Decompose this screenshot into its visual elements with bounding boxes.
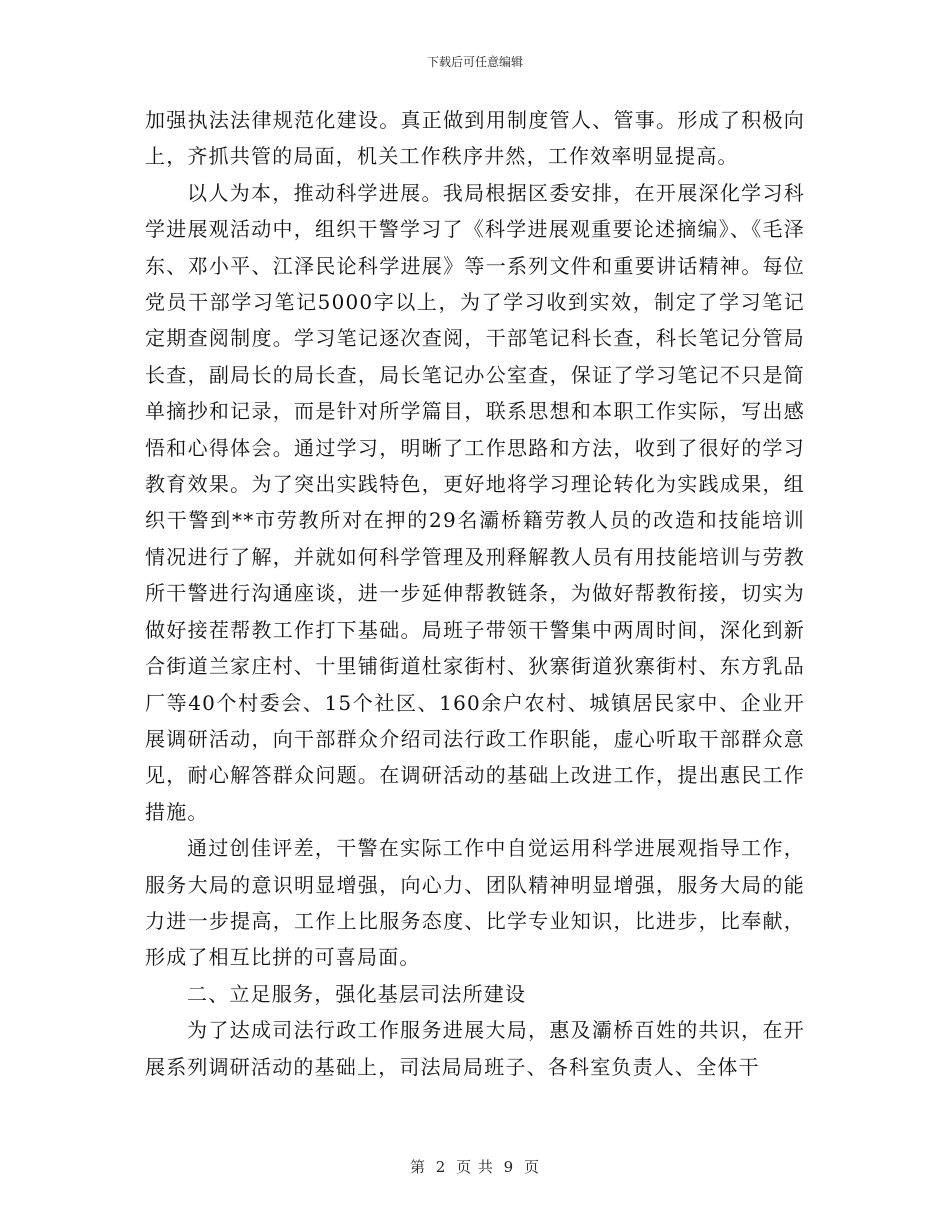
page-footer (0, 1156, 950, 1177)
footer-middle: 页 共 (456, 1158, 494, 1176)
paragraph-2: 以人为本，推动科学进展。我局根据区委安排，在开展深化学习科学进展观活动中，组织干警学习了《科学进展观重要论述摘编》、《毛泽东、邓小平、江泽民论科学进展》等一系列文件和重要讲话精神。每位党员干部学习笔记5000字以上，为了学习收到实效，制定了学习笔记定期查阅制度。学习笔记逐次查阅，干部笔记科长查，科长笔记分管局长查，副局长的局长查，局长笔记办公室查，保证了学习笔记不只是简单摘抄和记录，而是针对所学篇目，联系思想和本职工作实际，写出感悟和心得体会。通过学习，明晰了工作思路和方法，收到了很好的学习教育效果。为了突出实践特色，更好地将学习理论转化为实践成果，组织干警到**市劳教所对在押的29名灞桥籍劳教人员的改造和技能培训情况进行了解，并就如何科学管理及刑释解教人员有用技能培训与劳教所干警进行沟通座谈，进一步延伸帮教链条，为做好帮教衔接，切实为做好接茬帮教工作打下基础。局班子带领干警集中两周时间，深化到新合街道兰家庄村、十里铺街道杜家街村、狄寨街道狄寨街村、东方乳品厂等40个村委会、15个社区、160余户农村、城镇居民家中、企业开展调研活动，向干部群众介绍司法行政工作职能，虚心听取干部群众意见，耐心解答群众问题。在调研活动的基础上改进工作，提出惠民工作措施。 (145, 180, 805, 824)
section-heading: 二、立足服务，强化基层司法所建设 (187, 981, 527, 1006)
paragraph-4: 为了达成司法行政工作服务进展大局，惠及灞桥百姓的共识，在开展系列调研活动的基础上，司法局局班子、各科室负责人、全体干 (145, 1018, 805, 1079)
paragraph-3: 通过创佳评差，干警在实际工作中自觉运用科学进展观指导工作，服务大局的意识明显增强，向心力、团队精神明显增强，服务大局的能力进一步提高，工作上比服务态度、比学专业知识，比进步，比奉献，形成了相互比拼的可喜局面。 (145, 836, 805, 970)
footer-current-page: 2 (435, 1158, 447, 1176)
document-body (145, 102, 805, 1085)
page-header-note: 下载后可任意编辑 (426, 55, 523, 69)
footer-total-pages: 9 (503, 1158, 515, 1176)
footer-prefix: 第 (409, 1158, 426, 1176)
paragraph-1: 加强执法法律规范化建设。真正做到用制度管人、管事。形成了积极向上，齐抓共管的局面，机关工作秩序井然，工作效率明显提高。 (145, 108, 805, 169)
footer-suffix: 页 (524, 1158, 541, 1176)
